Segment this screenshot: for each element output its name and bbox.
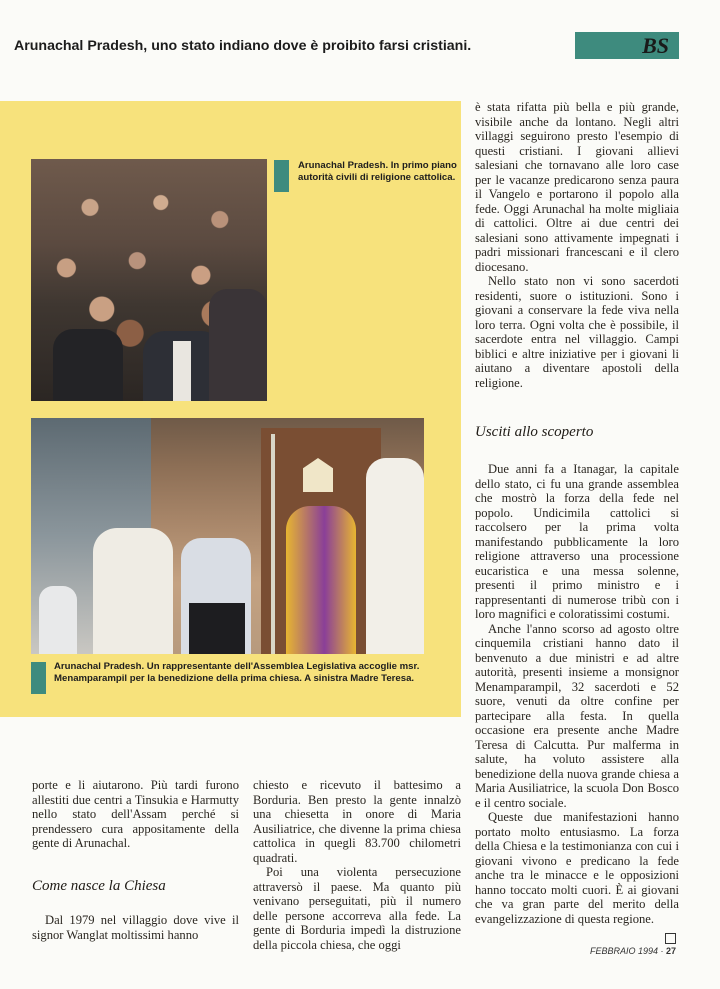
left-column-text: [32, 778, 239, 851]
paragraph: Dal 1979 nel villaggio dove vive il signor Wanglat moltissimi hanno: [32, 913, 239, 942]
paragraph: Poi una violenta persecuzione attraversò il paese. Ma quanto più venivano perseguitati, più il numero delle persone accorreva alla fede. La gente di Borduria impedì la distruzione della piccola chiesa, che oggi: [253, 865, 461, 952]
article-header-title: Arunachal Pradesh, uno stato indiano dove è proibito farsi cristiani.: [14, 38, 472, 54]
caption-marker: [31, 662, 46, 694]
issue-date: FEBBRAIO 1994 ·: [590, 946, 664, 956]
paragraph: porte e li aiutarono. Più tardi furono allestiti due centri a Tinsukia e Harmutty nello stato dell'Assam perché si prendessero cura appositamente della gente di Arunachal.: [32, 778, 239, 850]
section-heading: Come nasce la Chiesa: [32, 878, 166, 894]
crowd-photo: [31, 159, 267, 401]
right-column-top: [475, 100, 679, 390]
magazine-badge: [575, 32, 679, 59]
magazine-badge-label: BS: [642, 33, 669, 58]
paragraph: Queste due manifestazioni hanno portato molto entusiasmo. La forza della Chiesa e la testimonianza con cui i giovani vivono e predicano la fede anche tra le minacce e le opposizioni hanno toccato molti cuori. È ai giovani che va gran parte del merito della evangelizzazione di questa regione.: [475, 810, 679, 926]
middle-column-text: [253, 778, 461, 952]
page-number: 27: [666, 946, 677, 956]
section-heading: Usciti allo scoperto: [475, 424, 594, 440]
caption-marker: [274, 160, 289, 192]
church-blessing-photo: [31, 418, 424, 654]
photo-caption-1: Arunachal Pradesh. In primo piano autorità civili di religione cattolica.: [298, 160, 457, 183]
end-of-article-mark: [665, 933, 676, 944]
photo-caption-2: Arunachal Pradesh. Un rappresentante dell'Assemblea Legislativa accoglie msr. Menamparampil per la benedizione della prima chiesa. A sinistra Madre Teresa.: [54, 661, 420, 684]
page-footer: [590, 946, 676, 956]
left-column-text-2: [32, 913, 239, 942]
paragraph: chiesto e ricevuto il battesimo a Borduria. Ben presto la gente innalzò una chiesetta in onore di Maria Ausiliatrice, che divenne la prima chiesa cattolica in quegli 83.700 chilometri quadrati.: [253, 778, 461, 865]
paragraph: Nello stato non vi sono sacerdoti residenti, suore o istituzioni. Sono i giovani a conservare la fede viva nella loro terra. Ogni volta che è possibile, il sacerdote entra nel villaggio. Campi biblici e altre iniziative per i giovani li aiutano a diventare apostoli della religione.: [475, 274, 679, 390]
paragraph: Due anni fa a Itanagar, la capitale dello stato, ci fu una grande assemblea che mostrò la forza della fede nel popolo. Undicimila cattolici si raccolsero per la prima volta manifestando pubblicamente la loro religione attraverso una processione eucaristica e una messa solenne, presenti il primo ministro e i rappresentanti di numerose tribù con i loro magnifici e coloratissimi costumi.: [475, 462, 679, 621]
paragraph: è stata rifatta più bella e più grande, visibile anche da lontano. Negli altri villaggi seguirono presto l'esempio di questi cristiani. I giovani allievi salesiani che tornavano alle loro case per le vacanze predicarono senza paura il Vangelo e portarono il popolo alla fede. Oggi Arunachal ha molte migliaia di cattolici. Oltre ai due centri dei salesiani sono attivamente impegnati i padri missionari francescani e il clero diocesano.: [475, 100, 679, 274]
right-column-bottom: [475, 462, 679, 926]
paragraph: Anche l'anno scorso ad agosto oltre cinquemila cristiani hanno dato il benvenuto a due ministri e ad altre autorità, presenti insieme a monsignor Menamparampil, 32 sacerdoti e 52 suore, venuti da oltre confine per partecipare alla festa. In quella occasione era presente anche Madre Teresa di Calcutta. Pur malferma in salute, ha voluto assistere alla benedizione della nuova grande chiesa a Maria Ausiliatrice, la scuola Don Bosco e il centro sociale.: [475, 621, 679, 810]
